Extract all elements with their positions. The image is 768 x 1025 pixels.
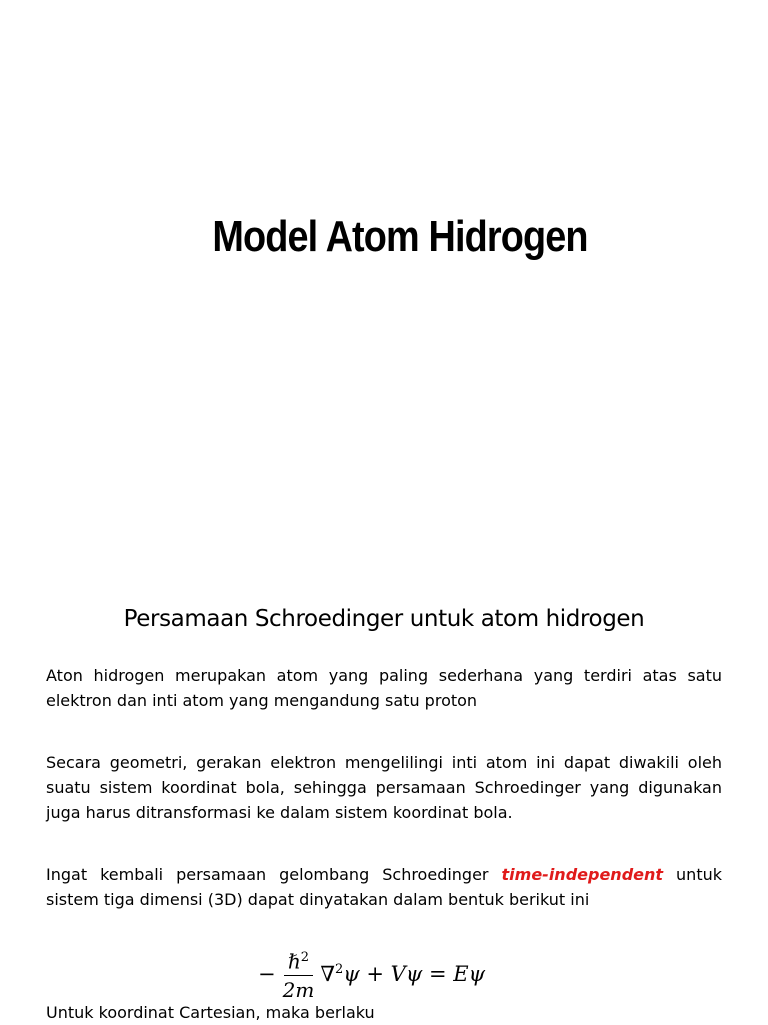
nabla-exponent: 2 [334,962,344,977]
hbar-symbol: ℏ [287,949,301,974]
nabla-symbol: ∇ [320,962,335,986]
paragraph-intro: Aton hidrogen merupakan atom yang paling sederhana yang terdiri atas satu elektron dan inti atom yang mengandung satu proton [46,666,722,710]
equation-tail: ψ + Vψ = Eψ [343,962,486,986]
fraction-denominator: 2m [282,978,315,1003]
slide-title: Model Atom Hidrogen [212,212,588,261]
equation-minus: − [258,962,276,986]
emphasis-time-independent: time-independent [501,865,664,884]
paragraph-text-end: untuk sistem tiga dimensi (3D) dapat dinyatakan dalam bentuk berikut ini [46,865,722,909]
paragraph-cartesian: Untuk koordinat Cartesian, maka berlaku [46,1003,375,1022]
numerator-exponent: 2 [300,949,310,965]
equation-rest [320,962,485,986]
paragraph-schroedinger [46,862,722,912]
paragraph-geometry: Secara geometri, gerakan elektron mengelilingi inti atom ini dapat diwakili oleh suatu sistem koordinat bola, sehingga persamaan Schroedinger yang digunakan juga harus ditransformasi ke dalam sistem koordinat bola. [46,753,722,822]
fraction-numerator [284,946,313,977]
equation-fraction [279,946,319,1003]
schroedinger-equation [258,942,485,1006]
section-heading: Persamaan Schroedinger untuk atom hidrogen [123,606,645,632]
paragraph-text-start: Ingat kembali persamaan gelombang Schroedinger [46,865,502,884]
